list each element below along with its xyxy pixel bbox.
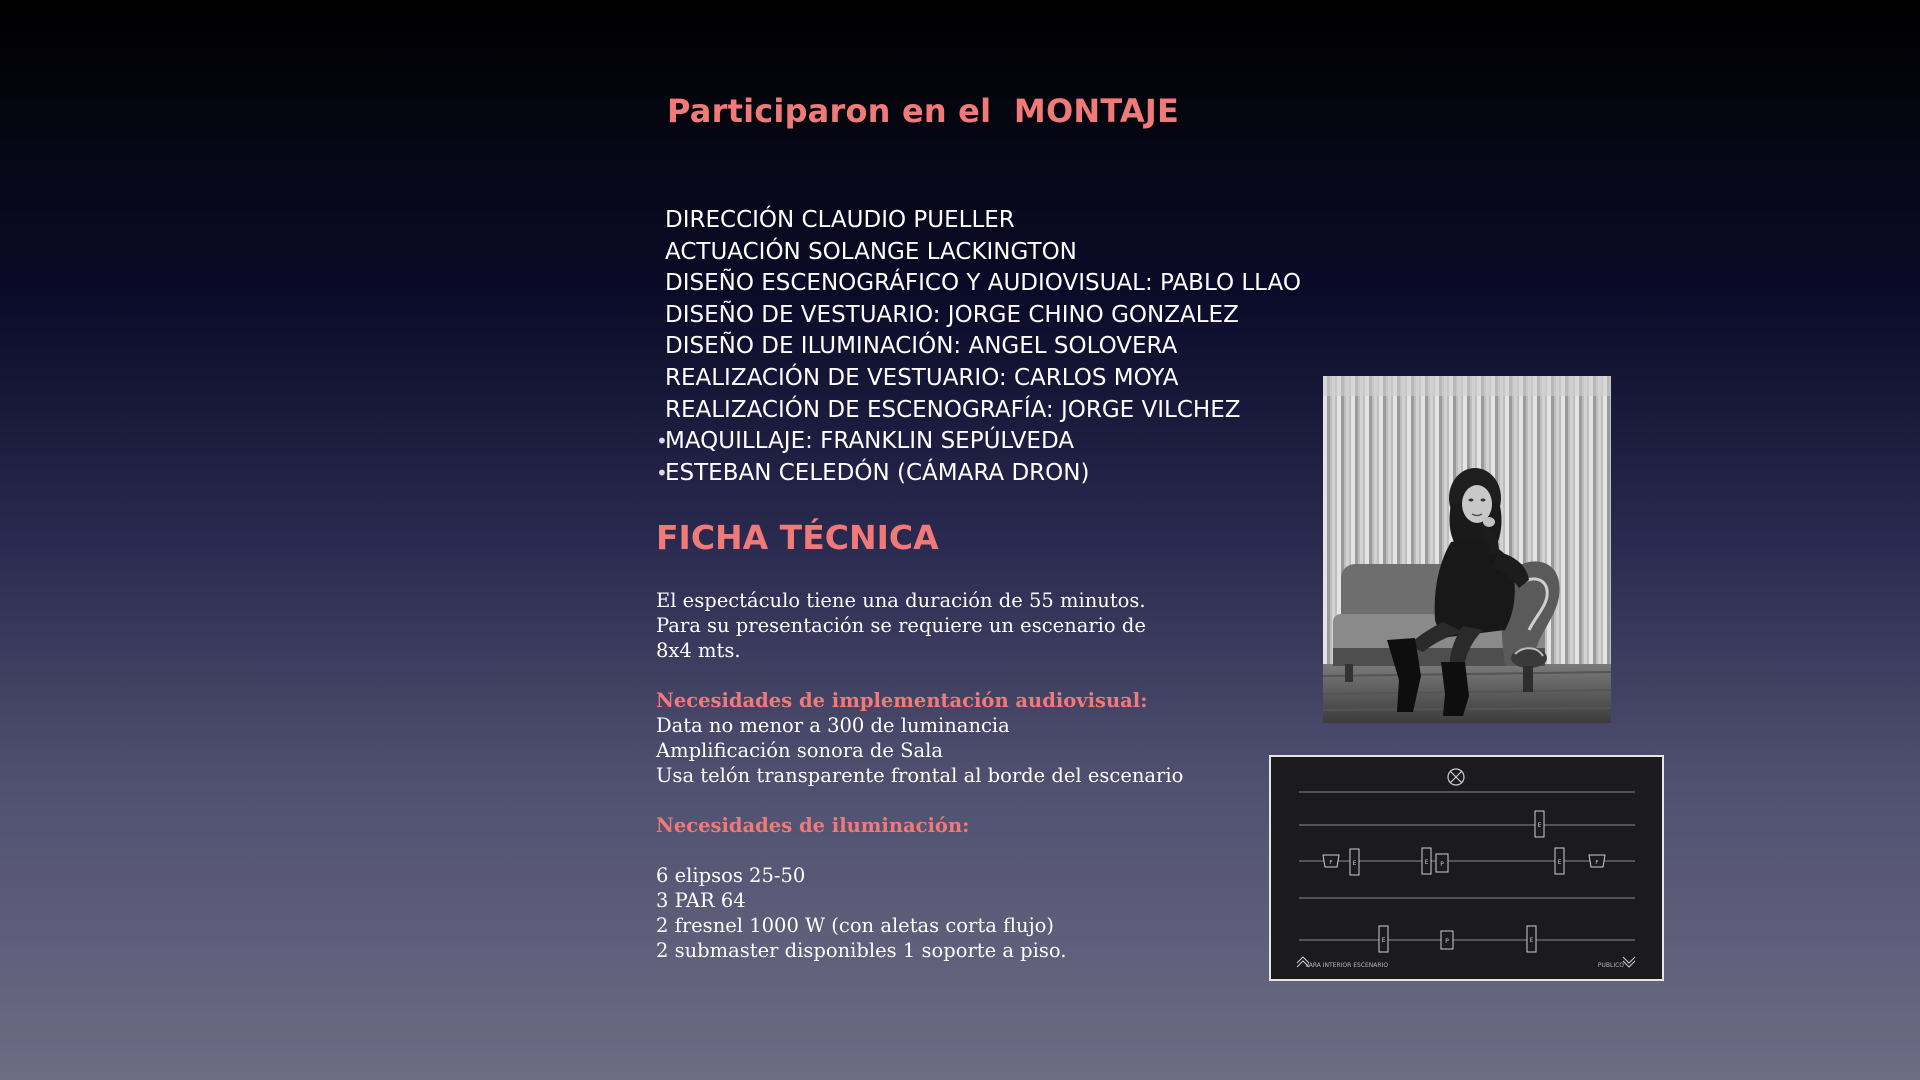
credit-item bbox=[665, 300, 1301, 332]
fixture-letter: E bbox=[1537, 822, 1542, 829]
audiovisual-heading: Necesidades de implementación audiovisual: bbox=[656, 689, 1148, 712]
credit-item bbox=[665, 331, 1301, 363]
actress-photo bbox=[1323, 376, 1611, 723]
fixture-elipso bbox=[1422, 848, 1431, 874]
fixture-elipso bbox=[1350, 849, 1359, 875]
credit-text: DISEÑO DE ILUMINACIÓN: ANGEL SOLOVERA bbox=[665, 333, 1178, 360]
credit-item bbox=[665, 237, 1301, 269]
credit-item bbox=[665, 205, 1301, 237]
fixture-letter: F bbox=[1329, 860, 1333, 866]
credit-text: DISEÑO DE VESTUARIO: JORGE CHINO GONZALEZ bbox=[665, 301, 1239, 328]
credit-text: MAQUILLAJE: FRANKLIN SEPÚLVEDA bbox=[665, 428, 1075, 455]
lighting-line: 6 elipsos 25-50 bbox=[656, 864, 806, 887]
credit-item bbox=[665, 268, 1301, 300]
fixture-letter: P bbox=[1440, 861, 1444, 868]
credit-text: REALIZACIÓN DE VESTUARIO: CARLOS MOYA bbox=[665, 364, 1179, 391]
credit-text: DIRECCIÓN CLAUDIO PUELLER bbox=[665, 207, 1015, 233]
credit-item bbox=[656, 426, 1301, 458]
fixture-letter: E bbox=[1352, 860, 1357, 867]
fixture-elipso bbox=[1379, 926, 1388, 952]
credit-text: REALIZACIÓN DE ESCENOGRAFÍA: JORGE VILCHEZ bbox=[665, 396, 1241, 423]
credit-item bbox=[665, 395, 1301, 427]
fixture-letter: E bbox=[1424, 859, 1429, 866]
fixture-par bbox=[1441, 931, 1453, 949]
fixture-elipso bbox=[1535, 811, 1544, 837]
chevron-down-icon bbox=[1623, 957, 1635, 967]
fixture-fresnel bbox=[1589, 855, 1605, 867]
audiovisual-line: Usa telón transparente frontal al borde del escenario bbox=[656, 764, 1184, 787]
credit-text: DISEÑO ESCENOGRÁFICO Y AUDIOVISUAL: PABLO LLAO bbox=[665, 270, 1301, 297]
ficha-tecnica-body bbox=[656, 588, 1183, 963]
spacer bbox=[656, 838, 1183, 863]
credit-bullet: • bbox=[656, 460, 668, 485]
fixture-elipso bbox=[1555, 848, 1564, 874]
credit-text: ACTUACIÓN SOLANGE LACKINGTON bbox=[665, 238, 1077, 265]
lighting-heading: Necesidades de iluminación: bbox=[656, 814, 970, 837]
spacer bbox=[656, 663, 1183, 688]
duration-line: Para su presentación se requiere un escenario de bbox=[656, 614, 1146, 637]
fixture-letter: P bbox=[1445, 938, 1449, 945]
fixture-letter: E bbox=[1381, 937, 1386, 944]
fixture-letter: E bbox=[1557, 859, 1562, 866]
ficha-tecnica-title: FICHA TÉCNICA bbox=[656, 518, 939, 557]
lighting-line: 2 submaster disponibles 1 soporte a piso. bbox=[656, 939, 1067, 962]
actress-photo-illustration bbox=[1323, 376, 1611, 723]
fixture-letter: E bbox=[1529, 937, 1534, 944]
credits-list bbox=[656, 205, 1301, 489]
crossed-circle-icon bbox=[1451, 772, 1462, 783]
montaje-title: Participaron en el MONTAJE bbox=[667, 92, 1180, 130]
lighting-line: 3 PAR 64 bbox=[656, 889, 746, 912]
audiovisual-line: Data no menor a 300 de luminancia bbox=[656, 714, 1010, 737]
lighting-plot-diagram bbox=[1271, 757, 1662, 979]
audiovisual-line: Amplificación sonora de Sala bbox=[656, 739, 943, 762]
credit-item bbox=[665, 363, 1301, 395]
fixture-par bbox=[1436, 854, 1448, 872]
credit-text: ESTEBAN CELEDÓN (CÁMARA DRON) bbox=[665, 459, 1090, 486]
lighting-plot bbox=[1269, 755, 1664, 981]
plot-label-stage: VARA INTERIOR ESCENARIO bbox=[1305, 962, 1389, 969]
credit-item bbox=[656, 458, 1301, 490]
fixture-letter: F bbox=[1595, 860, 1599, 866]
duration-line: 8x4 mts. bbox=[656, 639, 741, 662]
spacer bbox=[656, 788, 1183, 813]
lighting-line: 2 fresnel 1000 W (con aletas corta flujo) bbox=[656, 914, 1054, 937]
credit-bullet: • bbox=[656, 429, 668, 454]
duration-line: El espectáculo tiene una duración de 55 minutos. bbox=[656, 589, 1146, 612]
fixture-elipso bbox=[1527, 926, 1536, 952]
fixture-fresnel bbox=[1323, 855, 1339, 867]
plot-label-audience: PUBLICO bbox=[1597, 962, 1624, 969]
